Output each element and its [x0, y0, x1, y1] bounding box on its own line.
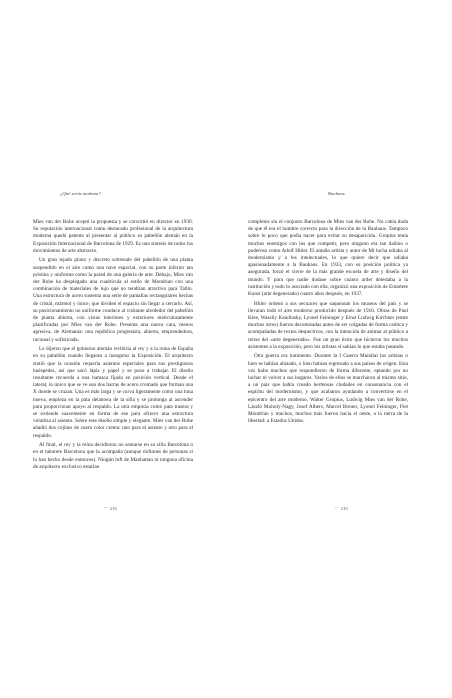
right-page: [226, 0, 452, 698]
running-head-right: Bauhaus: [328, 191, 345, 196]
page-number-right: 219: [340, 506, 348, 511]
page-number-left: 218: [109, 506, 117, 511]
ornament-icon: ~: [104, 506, 107, 511]
folio-left: [104, 506, 117, 511]
paragraph: Mies van der Rohe aceptó la propuesta y se convirtió en director en 1930. Su reputación internacional como destacado profesional de la arquitectura moderna quedó patente al presentar al público su pabellón alemán en la Exposición Internacional de Barcelona de 1929. Es una síntesis de todos los movimientos de arte abstracto.: [33, 219, 193, 254]
folio-right: [335, 506, 348, 511]
body-text-right: [248, 219, 408, 428]
paragraph: Otra guerra era inminente. Durante la I Guerra Mundial los artistas o bien se habían alistado, o bien habían regresado a sus países de origen. Esta vez hubo muchos que respondieron de forma diferente, optando por no luchar ni volver a sus hogares. Varios de ellos se marcharon al mismo sitio, a un país que había creado hermosas ciudades en consonancia con el espíritu del modernismo, y que acabaron ayudando a convertirse en el epicentro del arte moderno. Walter Gropius, Ludwig Mies van der Rohe, László Moholy-Nagy, Josef Albers, Marcel Breuer, Lyonel Feininger, Piet Mondrian y muchos, muchos más fueron hacia el oeste, a la tierra de la libertad: a Estados Unidos.: [248, 353, 408, 425]
paragraph: Le dijeron que el gobierno alemán recibiría al rey y a la reina de España en su pabellón cuando llegaran a inaugurar la Exposición. El arquitecto sintió que la ocasión requería asientos especiales para sus prestigiosos huéspedes, así que sacó lápiz y papel y se puso a trabajar. El diseño resultante recuerda a una hamaca fijada en posición vertical. Desde el lateral, lo único que se ve son dos barras de acero cromado que forman una X donde se cruzan. Una es más larga y se curva ligeramente como una luna nueva, empieza en la pata delantera de la silla y se prolonga al ascender para proporcionar apoyo al respaldo. La otra empieza como pata trasera y se extiende suavemente en forma de ese para ofrecer una estructura voladiza al asiento. Sobre este diseño simple y elegante, Mies van der Rohe añadió dos cojines de cuero color crema: uno para el asiento y otro para el respaldo.: [33, 346, 193, 439]
paragraph: Un gran tejado plano y discreto sobresale del pabellón de una planta suspendido en el aire como una nave espacial, con su parte inferior tan prístina y uniforme como la pared de una galería de arte. Debajo, Mies van der Rohe ha desplegado una cuadrícula al estilo de Mondrian con una combinación de materiales de lujo que no tendrían atractivo para Tatlin. Una estructura de acero sustenta una serie de pantallas rectangulares hechas de cristal, mármol y ónice, que dividen el espacio sin llegar a cerrarlo. Así, su posicionamiento no uniforme conduce al visitante alrededor del pabellón de planta abierta, con vistas interiores y exteriores meticulosamente planificadas por Mies van der Rohe. Presenta una nueva cara, menos agresiva, de Alemania: una república progresista, abierta, emprendedora, racional y sofisticada.: [33, 257, 193, 343]
paragraph: Al final, el rey y la reina decidieron no sentarse en su silla Barcelona o en el taburete Barcelona que la acompaña (aunque millones de personas sí lo han hecho desde entonces). Ningún loft de Manhattan ni ninguna oficina de arquitecto exclusivo estarían: [33, 442, 193, 470]
running-head-left: ¿Qué serás mañana?: [60, 191, 101, 196]
ornament-icon: ~: [335, 506, 338, 511]
paragraph: Hitler ordenó a sus secuaces que saquearan los museos del país y se llevaran todo el arte moderno producido después de 1910. Obras de Paul Klee, Wassily Kandinsky, Lyonel Feininger y Ernst Ludwig Kirchner (entre muchos otros) fueron decomisadas antes de ser colgadas de forma caótica y acompañadas de textos despectivos, con la intención de animar al público a reírse del «arte degenerado». Fue un gran éxito que hicieron los muchos asistentes a la exposición, pero los artistas sí sabían lo que estaba pasando.: [248, 300, 408, 350]
paragraph: completos sin el conjunto Barcelona de Mies van der Rohe. No cabía duda de que él era el hombre correcto para la dirección de la Bauhaus. Tampoco sobre lo poco que podía hacer para evitar su desaparición. Gropius tenía muchos enemigos con los que competir, pero ninguno era tan dañino o poderoso como Adolf Hitler. El antaño artista y autor de Mi lucha odiaba al modernismo y a los intelectuales, lo que quiere decir que odiaba apasionadamente a la Bauhaus. En 1933, con su posición política ya asegurada, forzó el cierre de la más grande escuela de arte y diseño del mundo. Y para que nadie dudase sobre cuánto arder detestaba a la institución y todo lo asociado con ella, organizó una exposición de Entartete Kunst (arte degenerado) cuatro años después, en 1937.: [248, 219, 408, 298]
body-text-left: [33, 219, 193, 473]
